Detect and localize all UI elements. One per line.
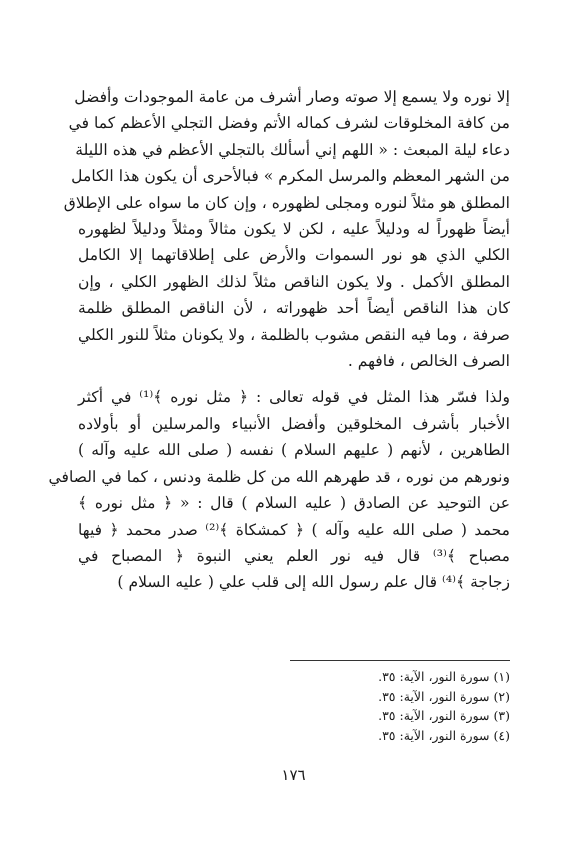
text-line: زجاجة ﴾⁽⁴⁾ قال علم رسول الله إلى قلب علي ( عليه السلام ) bbox=[117, 573, 510, 592]
text-line: الكلي الذي هو نور السموات والأرض على إطلاقاتهما إلا الكامل bbox=[78, 246, 510, 265]
text-line: من الشهر المعظم والمرسل المكرم » فبالأحرى أن يكون هذا الكامل bbox=[71, 167, 510, 186]
text-line: دعاء ليلة المبعث : « اللهم إني أسألك بالتجلي الأعظم في هذه الليلة bbox=[75, 140, 510, 159]
text-line: مصباح ﴾⁽³⁾ قال فيه نور العلم يعني النبوة ﴿ المصباح في bbox=[78, 546, 511, 565]
text-line: من كافة المخلوقات لشرف كماله الأتم وفضل التجلي الأعظم كما في bbox=[68, 114, 510, 133]
text-line: إلا نوره ولا يسمع إلا صوته وصار أشرف من عامة الموجودات وأفضل bbox=[74, 88, 510, 106]
footnote: (٤) سورة النور، الآية: ٣٥. bbox=[378, 727, 510, 743]
text-line: صرفة ، وما فيه النقص مشوب بالظلمة ، ولا يكونان مثلاً للنور الكلي bbox=[78, 325, 510, 344]
paragraph-1 bbox=[63, 84, 510, 374]
footnote: (١) سورة النور، الآية: ٣٥. bbox=[378, 669, 510, 684]
footnote: (٣) سورة النور، الآية: ٣٥. bbox=[378, 708, 510, 723]
text-line: الأخبار بأشرف المخلوقين وأفضل الأنبياء والمرسلين أو بأولاده bbox=[78, 414, 510, 433]
text-line: عن التوحيد عن الصادق ( عليه السلام ) قال : « ﴿ مثل نوره ﴾ bbox=[78, 494, 510, 513]
text-line: المطلق الأكمل . ولا يكون الناقص مثلاً لذلك الظهور الكلي ، وإن bbox=[78, 272, 510, 291]
text-line: الصرف الخالص ، فافهم . bbox=[347, 352, 510, 371]
page-number: ١٧٦ bbox=[281, 766, 306, 784]
paragraph-2 bbox=[48, 384, 511, 595]
footnote: (٢) سورة النور، الآية: ٣٥. bbox=[378, 688, 510, 704]
text-line: ولذا فسّر هذا المثل في قوله تعالى : ﴿ مثل نوره ﴾⁽¹⁾ في أكثر bbox=[78, 388, 511, 407]
text-line: الطاهرين ، لأنهم ( عليهم السلام ) نفسه ( صلى الله عليه وآله ) bbox=[78, 441, 510, 460]
text-line: كان هذا الناقص أيضاً أحد ظهوراته ، لأن الناقص المطلق ظلمة bbox=[78, 299, 510, 318]
text-line: ونورهم من نوره ، قد طهرهم الله من كل ظلمة ودنس ، كما في الصافي bbox=[48, 467, 510, 486]
text-line: أيضاً ظهوراً له ودليلاً عليه ، لكن لا يكون مثالاً ومثلاً ودليلاً لظهوره bbox=[78, 220, 510, 239]
text-line: المطلق هو مثلاً لنوره ومجلى لظهوره ، وإن كان ما سواه على الإطلاق bbox=[63, 193, 510, 212]
page-body bbox=[48, 84, 511, 596]
text-line: محمد ( صلى الله عليه وآله ) ﴿ كمشكاة ﴾⁽²⁾ صدر محمد ﴿ فيها bbox=[78, 520, 510, 539]
footnotes bbox=[290, 660, 510, 745]
